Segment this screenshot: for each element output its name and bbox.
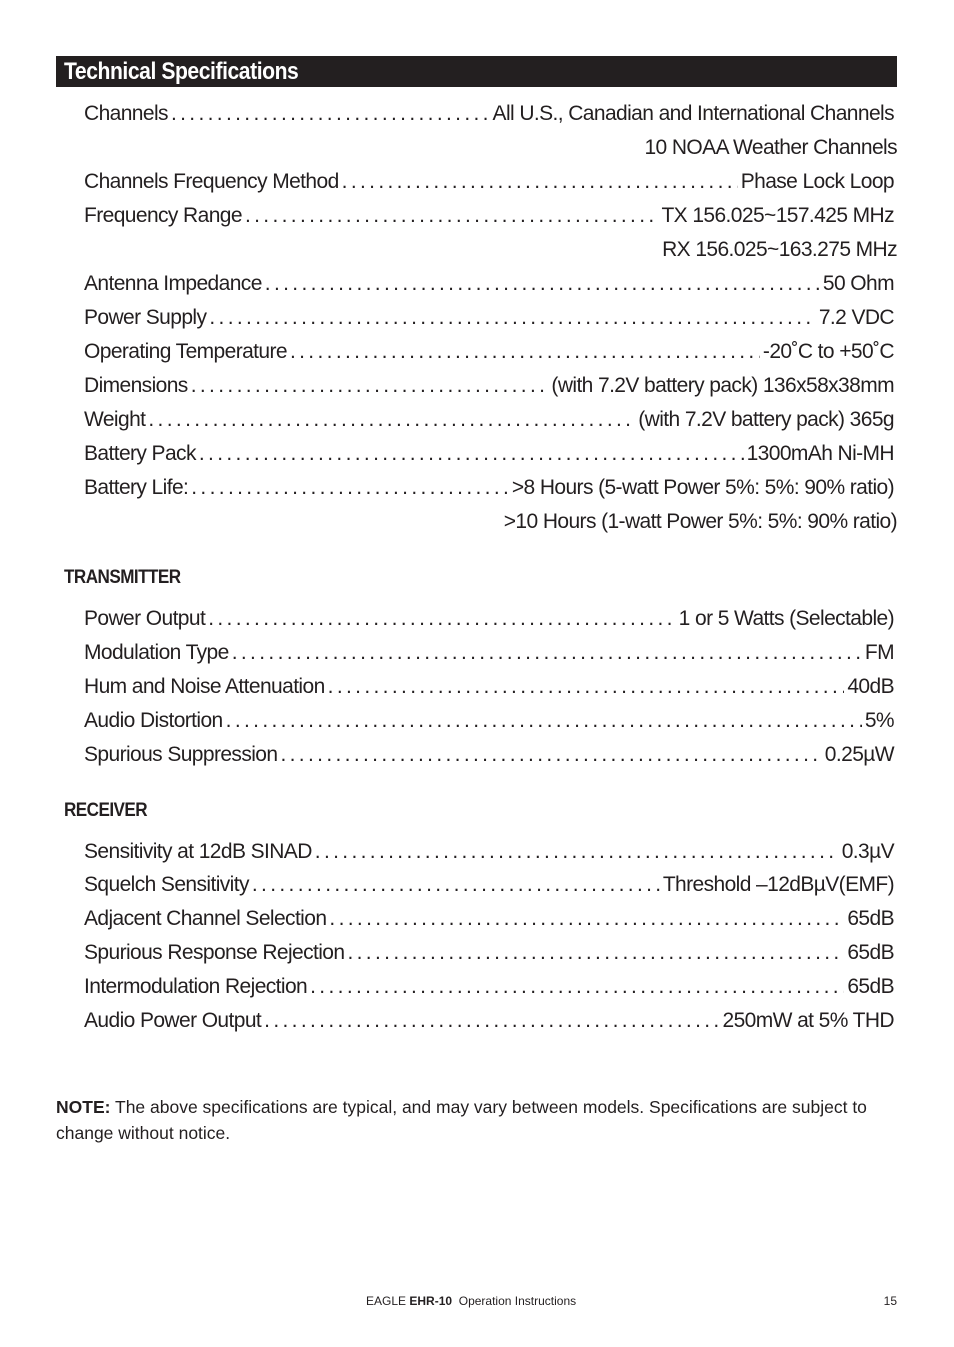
note-label: NOTE: <box>56 1097 111 1117</box>
spec-value: 65dB <box>847 975 894 998</box>
note-text: The above specifications are typical, and may vary between models. Specifications are subject to change without notice. <box>56 1097 867 1143</box>
spec-label: Dimensions <box>84 374 188 397</box>
spec-label: Channels Frequency Method <box>84 170 339 193</box>
spec-row-power-supply <box>84 303 894 333</box>
spec-row-battery-life <box>84 473 894 503</box>
dot-leader <box>310 972 844 1002</box>
dot-leader <box>199 439 744 469</box>
page-footer <box>366 1294 576 1308</box>
spec-label: Battery Life: <box>84 476 189 499</box>
spec-label: Modulation Type <box>84 641 229 664</box>
spec-label: Spurious Suppression <box>84 743 278 766</box>
spec-row-audio-power-output <box>84 1006 894 1036</box>
spec-row-modulation-type <box>84 638 894 668</box>
spec-row-operating-temperature <box>84 337 894 367</box>
spec-row-hum-noise <box>84 672 894 702</box>
spec-row-adjacent-channel <box>84 904 894 934</box>
spec-value: 1300mAh Ni-MH <box>746 442 894 465</box>
dot-leader <box>329 904 844 934</box>
dot-leader <box>265 269 820 299</box>
footer-brand: EAGLE <box>366 1294 407 1308</box>
section-heading-transmitter: TRANSMITTER <box>64 567 181 588</box>
spec-row-squelch-sensitivity <box>84 870 894 900</box>
spec-value: 5% <box>864 709 894 732</box>
spec-label: Squelch Sensitivity <box>84 873 249 896</box>
spec-value: 7.2 VDC <box>818 306 894 329</box>
spec-row-frequency-method <box>84 167 894 197</box>
spec-value: (with 7.2V battery pack) 365g <box>638 408 894 431</box>
spec-row-spurious-response <box>84 938 894 968</box>
page-number: 15 <box>883 1294 897 1308</box>
dot-leader <box>347 938 844 968</box>
spec-value: All U.S., Canadian and International Channels <box>492 102 894 125</box>
dot-leader <box>342 167 738 197</box>
spec-row-channels <box>84 99 894 129</box>
spec-value: >8 Hours (5-watt Power 5%: 5%: 90% ratio) <box>511 476 894 499</box>
page-title: Technical Specifications <box>64 58 299 85</box>
spec-label: Antenna Impedance <box>84 272 262 295</box>
dot-leader <box>252 870 660 900</box>
spec-label: Power Supply <box>84 306 207 329</box>
spec-label: Power Output <box>84 607 206 630</box>
spec-value: FM <box>864 641 894 664</box>
footer-model: EHR-10 <box>409 1294 453 1308</box>
spec-value: Phase Lock Loop <box>740 170 894 193</box>
section-title-bar <box>56 56 897 87</box>
spec-row-spurious-suppression <box>84 740 894 770</box>
spec-label: Hum and Noise Attenuation <box>84 675 325 698</box>
dot-leader <box>208 604 675 634</box>
spec-value: 65dB <box>847 941 894 964</box>
spec-row-dimensions <box>84 371 894 401</box>
spec-row-weight <box>84 405 894 435</box>
spec-label: Operating Temperature <box>84 340 287 363</box>
dot-leader <box>315 837 839 867</box>
spec-row-power-output <box>84 604 894 634</box>
dot-leader <box>290 337 760 367</box>
dot-leader <box>226 706 862 736</box>
dot-leader <box>171 99 490 129</box>
spec-label: Spurious Response Rejection <box>84 941 345 964</box>
spec-value: 0.25µW <box>824 743 894 766</box>
spec-row-audio-distortion <box>84 706 894 736</box>
dot-leader <box>148 405 635 435</box>
spec-value-continuation: 10 NOAA Weather Channels <box>644 136 897 159</box>
dot-leader <box>209 303 815 333</box>
footer-doc-title: Operation Instructions <box>458 1294 577 1308</box>
dot-leader <box>264 1006 719 1036</box>
spec-value: 40dB <box>847 675 894 698</box>
dot-leader <box>245 201 659 231</box>
spec-value: 1 or 5 Watts (Selectable) <box>678 607 894 630</box>
spec-value: Threshold –12dBµV(EMF) <box>662 873 894 896</box>
spec-label: Frequency Range <box>84 204 242 227</box>
spec-label: Audio Distortion <box>84 709 223 732</box>
dot-leader <box>328 672 845 702</box>
section-heading-receiver: RECEIVER <box>64 800 148 821</box>
spec-label: Audio Power Output <box>84 1009 262 1032</box>
spec-label: Adjacent Channel Selection <box>84 907 327 930</box>
spec-value: TX 156.025~157.425 MHz <box>661 204 894 227</box>
spec-row-antenna-impedance <box>84 269 894 299</box>
dot-leader <box>191 371 549 401</box>
spec-value: -20˚C to +50˚C <box>762 340 894 363</box>
spec-value: (with 7.2V battery pack) 136x58x38mm <box>551 374 894 397</box>
spec-row-battery-pack <box>84 439 894 469</box>
spec-row-intermodulation <box>84 972 894 1002</box>
spec-label: Intermodulation Rejection <box>84 975 308 998</box>
spec-value-continuation: >10 Hours (1-watt Power 5%: 5%: 90% ratio) <box>503 510 897 533</box>
dot-leader <box>280 740 821 770</box>
spec-value: 0.3µV <box>841 840 894 863</box>
note-paragraph <box>56 1094 876 1146</box>
spec-label: Weight <box>84 408 146 431</box>
spec-value: 250mW at 5% THD <box>722 1009 894 1032</box>
spec-value-continuation: RX 156.025~163.275 MHz <box>662 238 897 261</box>
dot-leader <box>191 473 509 503</box>
spec-row-frequency-range <box>84 201 894 231</box>
spec-label: Battery Pack <box>84 442 196 465</box>
spec-row-sensitivity <box>84 837 894 867</box>
spec-label: Sensitivity at 12dB SINAD <box>84 840 312 863</box>
spec-label: Channels <box>84 102 168 125</box>
spec-value: 50 Ohm <box>822 272 894 295</box>
dot-leader <box>232 638 862 668</box>
spec-value: 65dB <box>847 907 894 930</box>
